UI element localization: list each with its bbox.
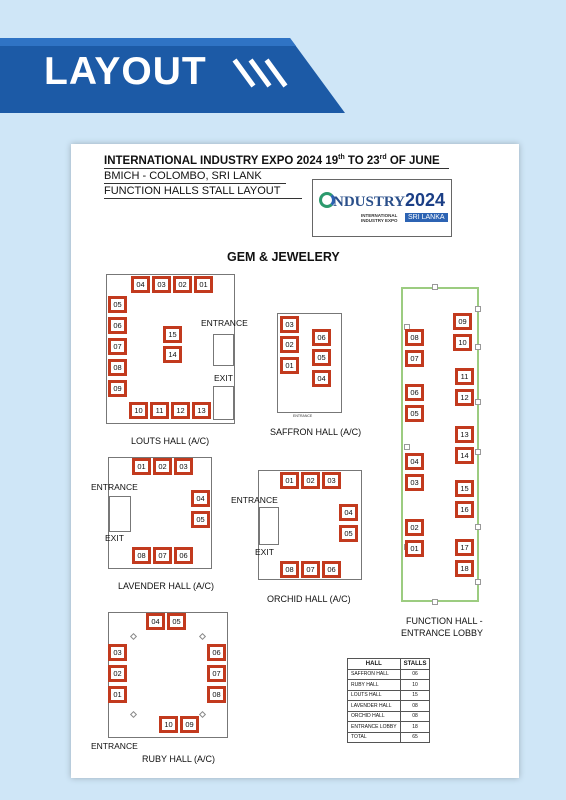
lobby-stall: 15 <box>455 480 474 497</box>
ruby-entrance-label: ENTRANCE <box>91 741 138 751</box>
venue-underline <box>104 183 286 184</box>
lavender-stall: 02 <box>153 458 172 475</box>
saffron-hall-name: SAFFRON HALL (A/C) <box>270 427 362 437</box>
saffron-stall: 01 <box>280 357 299 374</box>
lotus-entrance-box <box>213 334 234 366</box>
lobby-stall: 18 <box>455 560 474 577</box>
hall-cell: ENTRANCE LOBBY <box>348 722 401 733</box>
orchid-stall: 08 <box>280 561 299 578</box>
lotus-stall: 13 <box>192 402 211 419</box>
ruby-stall: 06 <box>207 644 226 661</box>
table-header-row <box>348 659 430 670</box>
lavender-stall: 06 <box>174 547 193 564</box>
lotus-stall: 03 <box>152 276 171 293</box>
lotus-entrance-label: ENTRANCE <box>201 318 248 328</box>
orchid-stall: 06 <box>322 561 341 578</box>
industry-2024-logo <box>312 179 452 237</box>
lobby-door-marker <box>432 284 438 290</box>
lobby-stall: 10 <box>453 334 472 351</box>
function-hall-name: FUNCTION HALL - <box>406 616 483 626</box>
ruby-stall: 04 <box>146 613 165 630</box>
table-row <box>348 680 430 691</box>
lobby-door-marker <box>475 306 481 312</box>
lavender-stall: 01 <box>132 458 151 475</box>
ruby-stall: 03 <box>108 644 127 661</box>
lavender-entrance-box <box>109 496 131 532</box>
stalls-cell: 08 <box>400 711 430 722</box>
ruby-stall: 08 <box>207 686 226 703</box>
lotus-exit-label: EXIT <box>214 373 233 383</box>
hall-cell: LOUTS HALL <box>348 690 401 701</box>
orchid-stall: 04 <box>339 504 358 521</box>
expo-title: INTERNATIONAL INDUSTRY EXPO 2024 19th TO 23rd OF JUNE <box>104 154 440 167</box>
lavender-stall: 08 <box>132 547 151 564</box>
stalls-cell: 18 <box>400 722 430 733</box>
lavender-stall: 07 <box>153 547 172 564</box>
lotus-stall: 06 <box>108 317 127 334</box>
lavender-stall: 04 <box>191 490 210 507</box>
lotus-stall: 14 <box>163 346 182 363</box>
lobby-stall: 17 <box>455 539 474 556</box>
stalls-cell: 06 <box>400 669 430 680</box>
logo-text: NDUSTRY2024 <box>333 190 446 210</box>
orchid-stall: 02 <box>301 472 320 489</box>
lobby-stall: 14 <box>455 447 474 464</box>
ruby-stall: 07 <box>207 665 226 682</box>
table-row <box>348 711 430 722</box>
lobby-stall: 03 <box>405 474 424 491</box>
banner-title: LAYOUT <box>44 50 207 93</box>
lobby-stall: 01 <box>405 540 424 557</box>
lotus-stall: 02 <box>173 276 192 293</box>
lotus-stall: 04 <box>131 276 150 293</box>
lobby-door-marker <box>475 579 481 585</box>
section-title: GEM & JEWELERY <box>227 250 340 264</box>
lobby-door-marker <box>432 599 438 605</box>
lotus-stall: 09 <box>108 380 127 397</box>
lobby-door-marker <box>475 524 481 530</box>
lobby-stall: 02 <box>405 519 424 536</box>
orchid-entrance-label: ENTRANCE <box>231 495 278 505</box>
layout-sheet <box>71 144 519 778</box>
lotus-stall: 10 <box>129 402 148 419</box>
lotus-stall: 11 <box>150 402 169 419</box>
column-header: HALL <box>348 659 401 670</box>
lobby-stall: 08 <box>405 329 424 346</box>
lobby-stall: 06 <box>405 384 424 401</box>
lavender-entrance-label: ENTRANCE <box>91 482 138 492</box>
lavender-hall-name: LAVENDER HALL (A/C) <box>118 581 215 591</box>
logo-subtitle: INTERNATIONAL INDUSTRY EXPO <box>361 213 398 223</box>
ruby-stall: 01 <box>108 686 127 703</box>
lavender-stall: 05 <box>191 511 210 528</box>
saffron-stall: 06 <box>312 329 331 346</box>
orchid-stall: 03 <box>322 472 341 489</box>
chevrons-icon <box>232 58 294 88</box>
hall-cell: SAFFRON HALL <box>348 669 401 680</box>
lobby-stall: 12 <box>455 389 474 406</box>
lotus-hall-name: LOUTS HALL (A/C) <box>131 436 210 446</box>
venue-line: BMICH - COLOMBO, SRI LANK <box>104 170 262 182</box>
title-underline <box>104 168 449 169</box>
logo-badge: SRI LANKA <box>405 213 448 222</box>
stalls-cell: 15 <box>400 690 430 701</box>
hall-cell: RUBY HALL <box>348 680 401 691</box>
stalls-cell: 08 <box>400 701 430 712</box>
ruby-stall: 09 <box>180 716 199 733</box>
lobby-stall: 04 <box>405 453 424 470</box>
orchid-stall: 07 <box>301 561 320 578</box>
table-row <box>348 690 430 701</box>
hall-cell: TOTAL <box>348 732 401 743</box>
lotus-stall: 12 <box>171 402 190 419</box>
lavender-exit-label: EXIT <box>105 533 124 543</box>
saffron-stall: 03 <box>280 316 299 333</box>
lobby-stall: 05 <box>405 405 424 422</box>
lobby-stall: 11 <box>455 368 474 385</box>
stalls-cell: 10 <box>400 680 430 691</box>
lobby-stall: 07 <box>405 350 424 367</box>
lotus-stall: 07 <box>108 338 127 355</box>
stalls-cell: 65 <box>400 732 430 743</box>
layout-subtitle: FUNCTION HALLS STALL LAYOUT <box>104 185 281 197</box>
saffron-stall: 05 <box>312 349 331 366</box>
orchid-entrance-box <box>259 507 279 545</box>
saffron-entrance-label: ENTRANCE <box>293 414 313 418</box>
lobby-stall: 16 <box>455 501 474 518</box>
orchid-exit-label: EXIT <box>255 547 274 557</box>
orchid-hall-name: ORCHID HALL (A/C) <box>267 594 351 604</box>
hall-cell: ORCHID HALL <box>348 711 401 722</box>
ruby-hall-name: RUBY HALL (A/C) <box>142 754 216 764</box>
column-header: STALLS <box>400 659 430 670</box>
subtitle-underline <box>104 198 302 199</box>
lotus-stall: 08 <box>108 359 127 376</box>
ruby-stall: 05 <box>167 613 186 630</box>
lotus-stall: 01 <box>194 276 213 293</box>
lotus-stall: 15 <box>163 326 182 343</box>
table-row <box>348 732 430 743</box>
ruby-stall: 02 <box>108 665 127 682</box>
stall-summary-table <box>347 658 430 743</box>
orchid-stall: 01 <box>280 472 299 489</box>
table-row <box>348 669 430 680</box>
lobby-door-marker <box>475 399 481 405</box>
saffron-stall: 04 <box>312 370 331 387</box>
lavender-stall: 03 <box>174 458 193 475</box>
lobby-door-marker <box>404 444 410 450</box>
table-row <box>348 722 430 733</box>
lobby-stall: 13 <box>455 426 474 443</box>
lobby-door-marker <box>475 344 481 350</box>
hall-cell: LAVENDER HALL <box>348 701 401 712</box>
lobby-door-marker <box>475 449 481 455</box>
lobby-stall: 09 <box>453 313 472 330</box>
ruby-stall: 10 <box>159 716 178 733</box>
orchid-stall: 05 <box>339 525 358 542</box>
lotus-exit-box <box>213 386 234 420</box>
saffron-stall: 02 <box>280 336 299 353</box>
lotus-stall: 05 <box>108 296 127 313</box>
table-row <box>348 701 430 712</box>
entrance-lobby-name: ENTRANCE LOBBY <box>401 628 484 638</box>
